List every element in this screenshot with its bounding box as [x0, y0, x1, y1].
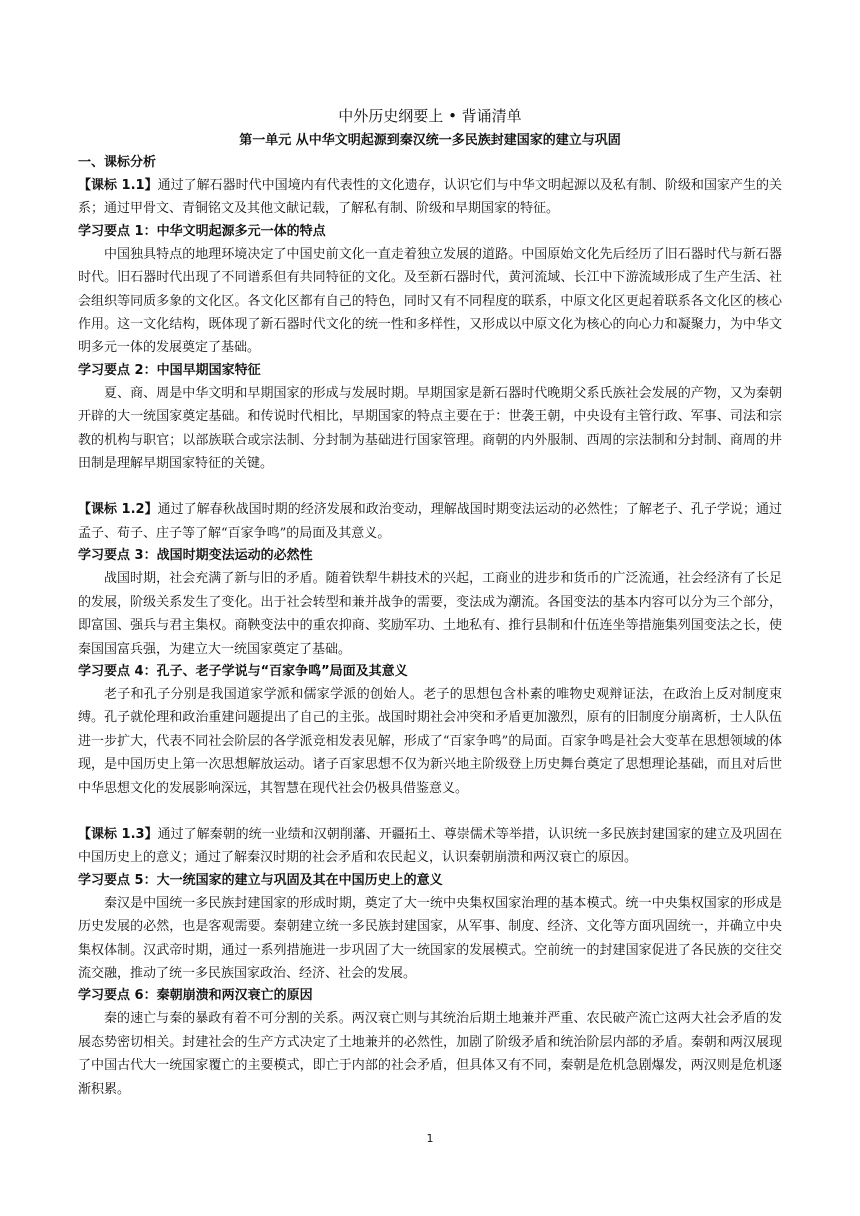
section-heading: 一、课标分析: [78, 155, 157, 170]
study-point-heading: 学习要点 1：中华文明起源多元一体的特点: [78, 223, 326, 239]
curriculum-standard-1-1: [78, 174, 782, 221]
standard-tag: 【课标 1.1】: [78, 178, 158, 193]
study-point-text: 秦的速亡与秦的暴政有着不可分割的关系。两汉衰亡则与其统治后期土地兼并严重、农民破产流亡这两大社会矛盾的发展态势密切相关。封建社会的生产方式决定了土地兼并的必然性，加剧了阶级矛盾和统治阶层内部的矛盾。秦朝和两汉展现了中国古代大一统国家覆亡的主要模式，即亡于内部的社会矛盾，但具体又有不同，秦朝是危机急剧爆发，两汉则是危机逐渐积累。: [78, 1011, 782, 1097]
block-spacer: [78, 475, 782, 498]
document-title: 中外历史纲要上 • 背诵清单: [338, 107, 522, 125]
study-point-heading: 学习要点 3：战国时期变法运动的必然性: [78, 548, 313, 564]
curriculum-standard-1-2: [78, 498, 782, 545]
unit-title: 第一单元 从中华文明起源到秦汉统一多民族封建国家的建立与巩固: [239, 133, 621, 148]
curriculum-standard-1-3: [78, 823, 782, 870]
study-point-text: 秦汉是中国统一多民族封建国家的形成时期，奠定了大一统中央集权国家治理的基本模式。统一中央集权国家的形成是历史发展的必然，也是客观需要。秦朝建立统一多民族封建国家，从军事、制度、经济、文化等方面巩固统一，并确立中央集权体制。汉武帝时期，通过一系列措施进一步巩固了大一统国家的发展模式。空前统一的封建国家促进了各民族的交往交流交融，推动了统一多民族国家政治、经济、社会的发展。: [78, 895, 782, 981]
study-point-text: 战国时期，社会充满了新与旧的矛盾。随着铁犁牛耕技术的兴起，工商业的进步和货币的广泛流通，社会经济有了长足的发展，阶级关系发生了变化。出于社会转型和兼并战争的需要，变法成为潮流。各国变法的基本内容可以分为三个部分，即富国、强兵与君主集权。商鞅变法中的重农抑商、奖励军功、土地私有、推行县制和什伍连坐等措施集列国变法之长，使秦国国富兵强，为建立大一统国家奠定了基础。: [78, 571, 782, 657]
study-point-text: 夏、商、周是中华文明和早期国家的形成与发展时期。早期国家是新石器时代晚期父系氏族社会发展的产物，又为秦朝开辟的大一统国家奠定基础。和传说时代相比，早期国家的特点主要在于：世袭王朝，中央设有主管行政、军事、司法和宗教的机构与职官；以部族联合或宗法制、分封制为基础进行国家管理。商朝的内外服制、西周的宗法制和分封制、商周的井田制是理解早期国家特征的关键。: [78, 385, 782, 472]
standard-tag: 【课标 1.3】: [78, 826, 158, 842]
standard-text: 通过了解秦朝的统一业绩和汉朝削藩、开疆拓土、尊崇儒术等举措，认识统一多民族封建国家的建立及巩固在中国历史上的意义；通过了解秦汉时期的社会矛盾和农民起义，认识秦朝崩溃和两汉衰亡的原因。: [78, 826, 782, 866]
standard-text: 通过了解春秋战国时期的经济发展和政治变动，理解战国时期变法运动的必然性；了解老子、孔子学说；通过孟子、荀子、庄子等了解“百家争鸣”的局面及其意义。: [78, 502, 782, 541]
page-number: 1: [426, 1132, 434, 1145]
study-point-heading: 学习要点 4：孔子、老子学说与“百家争鸣”局面及其意义: [78, 663, 408, 679]
standard-text: 通过了解石器时代中国境内有代表性的文化遗存，认识它们与中华文明起源以及私有制、阶级和国家产生的关系；通过甲骨文、青铜铭文及其他文献记载，了解私有制、阶级和早期国家的特征。: [78, 178, 782, 217]
study-point-heading: 学习要点 2：中国早期国家特征: [78, 362, 261, 378]
block-spacer: [78, 800, 782, 823]
standard-tag: 【课标 1.2】: [78, 502, 158, 518]
study-point-heading: 学习要点 5：大一统国家的建立与巩固及其在中国历史上的意义: [78, 872, 443, 888]
study-point-text: 老子和孔子分别是我国道家学派和儒家学派的创始人。老子的思想包含朴素的唯物史观辩证法，在政治上反对制度束缚。孔子就伦理和政治重建问题提出了自己的主张。战国时期社会冲突和矛盾更加激烈，原有的旧制度分崩离析，士人队伍进一步扩大，代表不同社会阶层的各学派竞相发表见解，形成了“百家争鸣”的局面。百家争鸣是社会大变革在思想领域的体现，是中国历史上第一次思想解放运动。诸子百家思想不仅为新兴地主阶级登上历史舞台奠定了思想理论基础，而且对后世中华思想文化的发展影响深远，其智慧在现代社会仍极具借鉴意义。: [78, 686, 782, 796]
study-point-heading: 学习要点 6：秦朝崩溃和两汉衰亡的原因: [78, 988, 313, 1004]
study-point-text: 中国独具特点的地理环境决定了中国史前文化一直走着独立发展的道路。中国原始文化先后经历了旧石器时代与新石器时代。旧石器时代出现了不同谱系但有共同特征的文化。及至新石器时代，黄河流域、长江中下游流域形成了生产生活、社会组织等同质多象的文化区。各文化区都有自己的特色，同时又有不同程度的联系，中原文化区更起着联系各文化区的核心作用。这一文化结构，既体现了新石器时代文化的统一性和多样性，又形成以中原文化为核心的向心力和凝聚力，为中华文明多元一体的发展奠定了基础。: [78, 246, 782, 356]
